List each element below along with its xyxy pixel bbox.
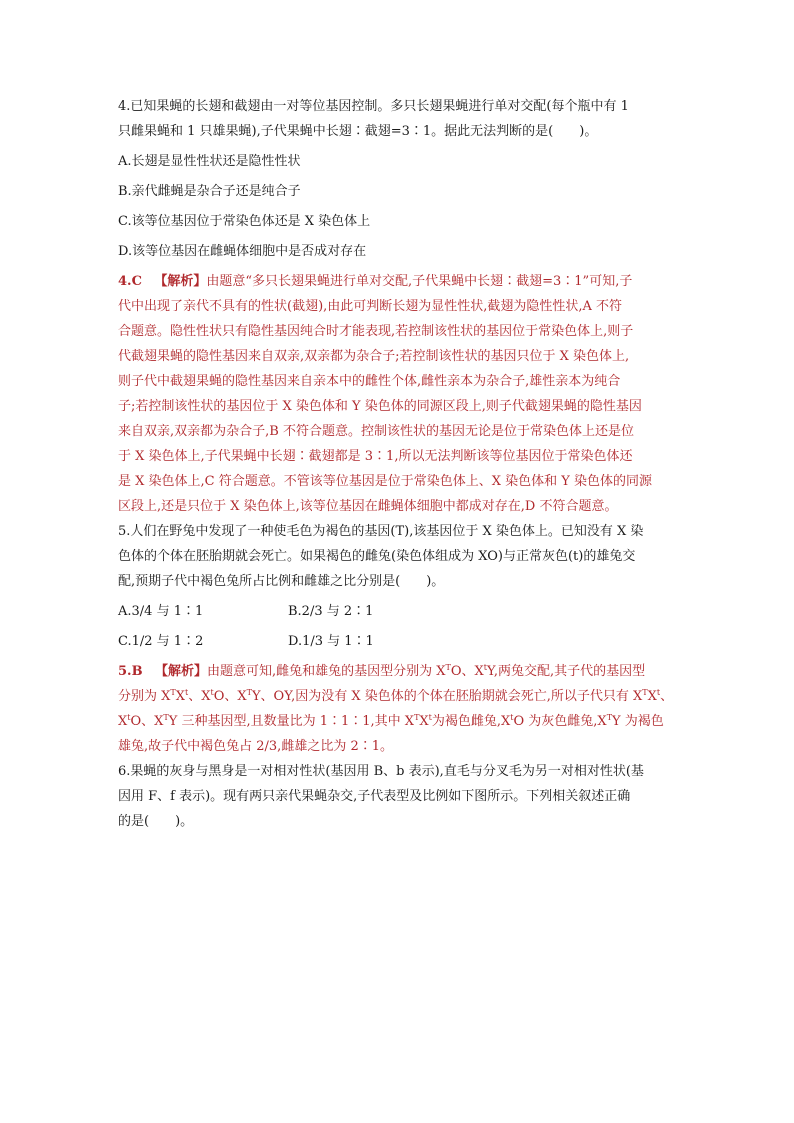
- superscript-allele: T: [414, 713, 420, 722]
- option-4a: A.长翅是显性性状还是隐性性状: [118, 154, 301, 169]
- superscript-allele: T: [170, 688, 176, 697]
- option-5c: C.1/2 与 1∶2: [118, 634, 204, 649]
- answer-5-text-1a: 由题意可知,雌兔和雄兔的基因型分别为 X: [206, 664, 446, 679]
- answer-5-number: 5.B: [118, 664, 143, 679]
- document-page: [118, 98, 678, 838]
- option-4b: B.亲代雌蝇是杂合子还是纯合子: [118, 184, 301, 199]
- question-6-line-3: 的是( )。: [118, 814, 194, 829]
- text-segment: X: [175, 689, 185, 704]
- answer-5-line-2: [118, 688, 678, 705]
- question-6-line-1: 6.果蝇的灰身与黑身是一对相对性状(基因用 B、b 表示),直毛与分叉毛为另一对相对性状(基: [118, 764, 644, 779]
- text-segment: O 为灰色雌兔,X: [513, 714, 607, 729]
- answer-4-line-2: 代中出现了亲代不具有的性状(截翅),由此可判断长翅为显性性状,截翅为隐性性状,A 不符: [118, 299, 623, 314]
- text-segment: O、X: [130, 714, 164, 729]
- superscript-allele: t: [428, 713, 432, 722]
- question-5-line-3: 配,预期子代中褐色兔所占比例和雌雄之比分别是( )。: [118, 574, 445, 589]
- answer-4-tag: 【解析】: [154, 274, 207, 289]
- answer-5-line-3: [118, 713, 678, 730]
- answer-4-line-1: [118, 273, 678, 290]
- text-segment: X: [118, 714, 128, 729]
- superscript-allele: t: [656, 688, 661, 697]
- superscript-allele: t: [185, 688, 189, 697]
- text-segment: X: [647, 689, 657, 704]
- options-5-row-1: [118, 603, 678, 620]
- question-5-line-1: 5.人们在野兔中发现了一种使毛色为褐色的基因(T),该基因位于 X 染色体上。已知没有 X 染: [118, 524, 644, 539]
- question-4: [118, 98, 678, 260]
- text-segment: Y、OY,因为没有 X 染色体的个体在胚胎期就会死亡,所以子代只有 X: [251, 689, 643, 704]
- answer-4-line-3: 合题意。隐性性状只有隐性基因纯合时才能表现,若控制该性状的基因位于常染色体上,则子: [118, 324, 634, 339]
- answer-4-text-1: 由题意“多只长翅果蝇进行单对交配,子代果蝇中长翅∶截翅=3∶1”可知,子: [206, 274, 633, 289]
- answer-5-text-1b: O、X: [450, 664, 484, 679]
- superscript-allele: T: [642, 688, 648, 697]
- answer-4-line-10: 区段上,还是只位于 X 染色体上,该等位基因在雌蝇体细胞中都成对存在,D 不符合题意。: [118, 499, 618, 514]
- answer-4-line-4: 代截翅果蝇的隐性基因来自双亲,双亲都为杂合子;若控制该性状的基因只位于 X 染色体上,: [118, 349, 630, 364]
- text-segment: 、: [660, 689, 674, 704]
- text-segment: 为褐色雌兔,X: [431, 714, 511, 729]
- options-5-row-2: [118, 633, 678, 650]
- answer-5-sup-1: T: [445, 663, 451, 672]
- text-segment: 分别为 X: [118, 689, 171, 704]
- superscript-allele: t: [210, 688, 214, 697]
- answer-5-tag: 【解析】: [154, 664, 207, 679]
- superscript-allele: t: [127, 713, 131, 722]
- question-5-line-2: 色体的个体在胚胎期就会死亡。如果褐色的雌兔(染色体组成为 XO)与正常灰色(t)的雄兔交: [118, 549, 636, 564]
- text-segment: Y 为褐色: [612, 714, 664, 729]
- option-5d: D.1/3 与 1∶1: [288, 634, 374, 649]
- superscript-allele: T: [163, 713, 169, 722]
- answer-4-line-5: 则子代中截翅果蝇的隐性基因来自亲本中的雌性个体,雌性亲本为杂合子,雄性亲本为纯合: [118, 374, 621, 389]
- text-segment: X: [419, 714, 429, 729]
- option-5a: A.3/4 与 1∶1: [118, 604, 204, 619]
- answer-5: [118, 663, 678, 755]
- option-5b: B.2/3 与 2∶1: [288, 604, 374, 619]
- option-4d: D.该等位基因在雌蝇体细胞中是否成对存在: [118, 244, 367, 259]
- option-4c: C.该等位基因位于常染色体还是 X 染色体上: [118, 214, 371, 229]
- answer-5-line-1: [118, 663, 678, 680]
- question-4-line-1: 4.已知果蝇的长翅和截翅由一对等位基因控制。多只长翅果蝇进行单对交配(每个瓶中有 1: [118, 99, 629, 114]
- answer-4-line-9: 是 X 染色体上,C 符合题意。不管该等位基因是位于常染色体上、X 染色体和 Y 染色体的同源: [118, 474, 652, 489]
- answer-4: [118, 273, 678, 515]
- question-4-line-2: 只雌果蝇和 1 只雄果蝇),子代果蝇中长翅∶截翅=3∶1。据此无法判断的是( )。: [118, 124, 598, 139]
- question-5: [118, 523, 678, 650]
- answer-5-sup-2: t: [483, 663, 487, 672]
- text-segment: O、X: [213, 689, 247, 704]
- answer-4-line-8: 于 X 染色体上,子代果蝇中长翅∶截翅都是 3∶1,所以无法判断该等位基因位于常染色体还: [118, 449, 633, 464]
- answer-4-line-6: 子;若控制该性状的基因位于 X 染色体和 Y 染色体的同源区段上,则子代截翅果蝇的隐性基因: [118, 399, 642, 414]
- answer-5-line-4: 雄兔,故子代中褐色兔占 2/3,雌雄之比为 2∶1。: [118, 739, 393, 754]
- superscript-allele: T: [246, 688, 252, 697]
- question-6-line-2: 因用 F、f 表示)。现有两只亲代果蝇杂交,子代表型及比例如下图所示。下列相关叙述正确: [118, 789, 631, 804]
- question-6: [118, 763, 678, 830]
- answer-4-line-7: 来自双亲,双亲都为杂合子,B 不符合题意。控制该性状的基因无论是位于常染色体上还是位: [118, 424, 634, 439]
- superscript-allele: T: [606, 713, 613, 722]
- text-segment: Y 三种基因型,且数量比为 1∶1∶1,其中 X: [168, 714, 415, 729]
- answer-5-text-1c: Y,两兔交配,其子代的基因型: [487, 664, 646, 679]
- answer-4-number: 4.C: [118, 274, 142, 289]
- text-segment: 、X: [188, 689, 211, 704]
- superscript-allele: t: [510, 713, 514, 722]
